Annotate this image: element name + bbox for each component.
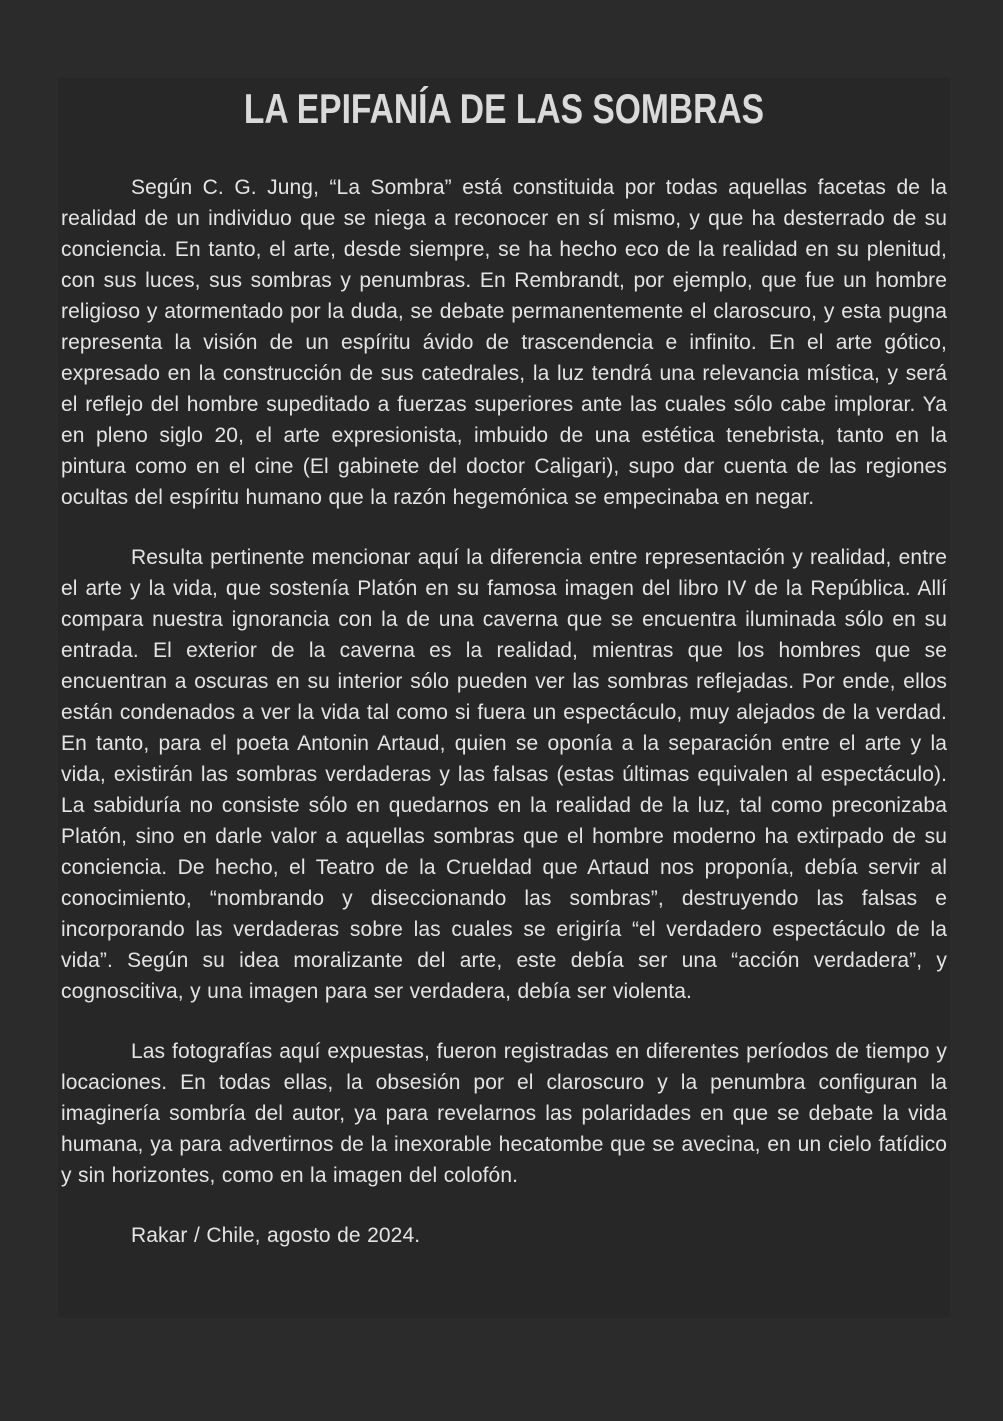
body-paragraph-3: Las fotografías aquí expuestas, fueron registradas en diferentes períodos de tiempo y locaciones. En todas ellas, la obsesión por el claroscuro y la penumbra configuran la imaginería sombría del autor, ya para revelarnos las polaridades en que se debate la vida humana, ya para advertirnos de la inexorable hecatombe que se avecina, en un cielo fatídico y sin horizontes, como en la imagen del colofón. (61, 1040, 947, 1187)
body-paragraph-2: Resulta pertinente mencionar aquí la diferencia entre representación y realidad, entre el arte y la vida, que sostenía Platón en su famosa imagen del libro IV de la República. Allí compara nuestra ignorancia con la de una caverna que se encuentra iluminada sólo en su entrada. El exterior de la caverna es la realidad, mientras que los hombres que se encuentran a oscuras en su interior sólo pueden ver las sombras reflejadas. Por ende, ellos están condenados a ver la vida tal como si fuera un espectáculo, muy alejados de la verdad. En tanto, para el poeta Antonin Artaud, quien se oponía a la separación entre el arte y la vida, existirán las sombras verdaderas y las falsas (estas últimas equivalen al espectáculo). La sabiduría no consiste sólo en quedarnos en la realidad de la luz, tal como preconizaba Platón, sino en darle valor a aquellas sombras que el hombre moderno ha extirpado de su conciencia. De hecho, el Teatro de la Crueldad que Artaud nos proponía, debía servir al conocimiento, “nombrando y diseccionando las sombras”, destruyendo las falsas e incorporando las verdaderas sobre las cuales se erigiría “el verdadero espectáculo de la vida”. Según su idea moralizante del arte, este debía ser una “acción verdadera”, y cognoscitiva, y una imagen para ser verdadera, debía ser violenta. (61, 546, 947, 1003)
page-title: LA EPIFANÍA DE LAS SOMBRAS (243, 85, 765, 132)
content-panel (58, 78, 950, 1318)
signature-line: Rakar / Chile, agosto de 2024. (131, 1224, 421, 1247)
essay-body (61, 172, 947, 1251)
body-paragraph-1: Según C. G. Jung, “La Sombra” está constituida por todas aquellas facetas de la realidad de un individuo que se niega a reconocer en sí mismo, y que ha desterrado de su conciencia. En tanto, el arte, desde siempre, se ha hecho eco de la realidad en su plenitud, con sus luces, sus sombras y penumbras. En Rembrandt, por ejemplo, que fue un hombre religioso y atormentado por la duda, se debate permanentemente el claroscuro, y esta pugna representa la visión de un espíritu ávido de trascendencia e infinito. En el arte gótico, expresado en la construcción de sus catedrales, la luz tendrá una relevancia mística, y será el reflejo del hombre supeditado a fuerzas superiores ante las cuales sólo cabe implorar. Ya en pleno siglo 20, el arte expresionista, imbuido de una estética tenebrista, tanto en la pintura como en el cine (El gabinete del doctor Caligari), supo dar cuenta de las regiones ocultas del espíritu humano que la razón hegemónica se empecinaba en negar. (61, 176, 947, 509)
